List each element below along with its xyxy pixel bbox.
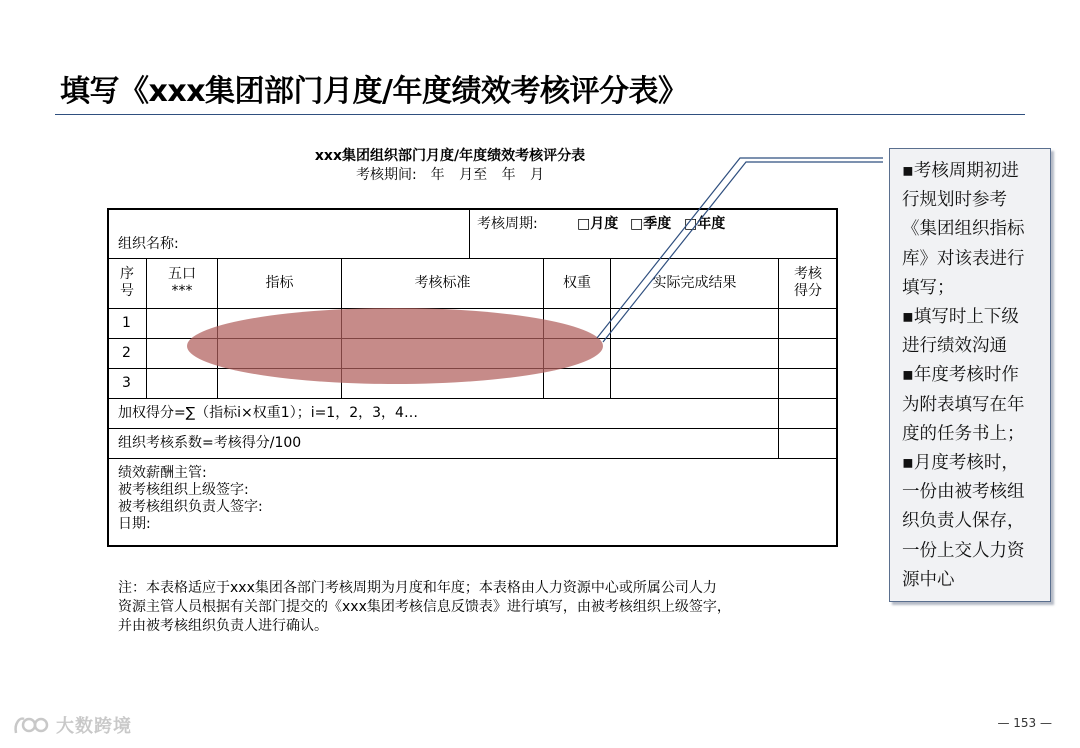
watermark: [12, 712, 132, 738]
table-rule: [469, 210, 470, 258]
col-header-standard: 考核标准: [414, 275, 471, 291]
highlight-ellipse: [187, 308, 603, 384]
callout-line: 为附表填写在年: [902, 394, 1025, 415]
signature-line: 被考核组织上级签字:: [118, 482, 249, 498]
watermark-text: 大数跨境: [56, 716, 132, 737]
col-header-five-line: ***: [171, 283, 193, 299]
signature-line: 被考核组织负责人签字:: [118, 499, 263, 515]
callout-box: [889, 148, 1051, 602]
callout-line: 度的任务书上；: [902, 423, 1025, 444]
brand-logo-icon: [12, 713, 52, 737]
callout-line: ▪月度考核时，: [902, 453, 1019, 474]
note-line: 资源主管人员根据有关部门提交的《xxx集团考核信息反馈表》进行填写，由被考核组织上级签字，: [118, 599, 731, 615]
callout-line: 织负责人保存，: [902, 511, 1025, 532]
row-number: 1: [122, 315, 131, 331]
col-header-indicator: 指标: [265, 275, 294, 291]
callout-line: 填写；: [902, 277, 955, 298]
period-value: 年 月至 年 月: [430, 167, 545, 183]
cycle-option-monthly[interactable]: □月度: [577, 216, 619, 232]
callout-line: 《集团组织指标: [902, 219, 1025, 240]
table-rule: [108, 458, 837, 459]
form-title: xxx集团组织部门月度/年度绩效考核评分表: [314, 148, 586, 164]
signature-line: 绩效薪酬主管:: [118, 465, 207, 481]
weighted-score-formula: 加权得分=∑（指标i×权重1）；i=1，2，3，4…: [118, 405, 418, 421]
callout-line: 行规划时参考: [902, 190, 1007, 211]
row-number: 3: [122, 375, 131, 391]
org-name-label: 组织名称:: [118, 236, 179, 252]
note-line: 注：本表格适应于xxx集团各部门考核周期为月度和年度；本表格由人力资源中心或所属公司人力: [118, 580, 717, 596]
col-header-actual: 实际完成结果: [652, 275, 737, 291]
callout-line: 一份上交人力资: [902, 540, 1025, 561]
col-header-five-line: 五口: [168, 266, 196, 282]
col-header-five: [147, 266, 217, 300]
col-header-score: [779, 266, 837, 300]
cycle-label: 考核周期:: [477, 216, 538, 232]
signature-list: [118, 465, 263, 533]
callout-line: 进行绩效沟通: [902, 336, 1007, 357]
table-rule: [108, 398, 837, 399]
col-header-score-line: 得分: [794, 283, 822, 299]
col-header-seq-line: 号: [120, 283, 134, 299]
callout-line: 库》对该表进行: [902, 248, 1025, 269]
coefficient-formula: 组织考核系数=考核得分/100: [118, 435, 302, 451]
callout-line: 一份由被考核组: [902, 482, 1025, 503]
col-header-seq-line: 序: [120, 266, 134, 282]
cycle-option-yearly[interactable]: □年度: [684, 216, 726, 232]
page-number: — 153 —: [997, 716, 1052, 730]
callout-line: ▪考核周期初进: [902, 161, 1019, 181]
col-header-score-line: 考核: [794, 266, 822, 282]
col-header-seq: [108, 266, 146, 300]
callout-line: ▪填写时上下级: [902, 307, 1019, 328]
note-line: 并由被考核组织负责人进行确认。: [118, 618, 328, 634]
table-rule: [108, 428, 837, 429]
col-header-weight: 权重: [563, 275, 591, 291]
callout-line: ▪年度考核时作: [902, 365, 1019, 386]
cycle-option-quarterly[interactable]: □季度: [630, 216, 672, 232]
signature-line: 日期:: [118, 516, 151, 532]
row-number: 2: [122, 345, 131, 361]
period-label: 考核期间:: [355, 167, 417, 183]
form-period: [180, 164, 720, 184]
title-divider: [55, 114, 1025, 115]
form-note: [118, 579, 848, 636]
callout-line: 源中心: [902, 569, 955, 590]
page-title: 填写《xxx集团部门月度/年度绩效考核评分表》: [60, 74, 688, 109]
